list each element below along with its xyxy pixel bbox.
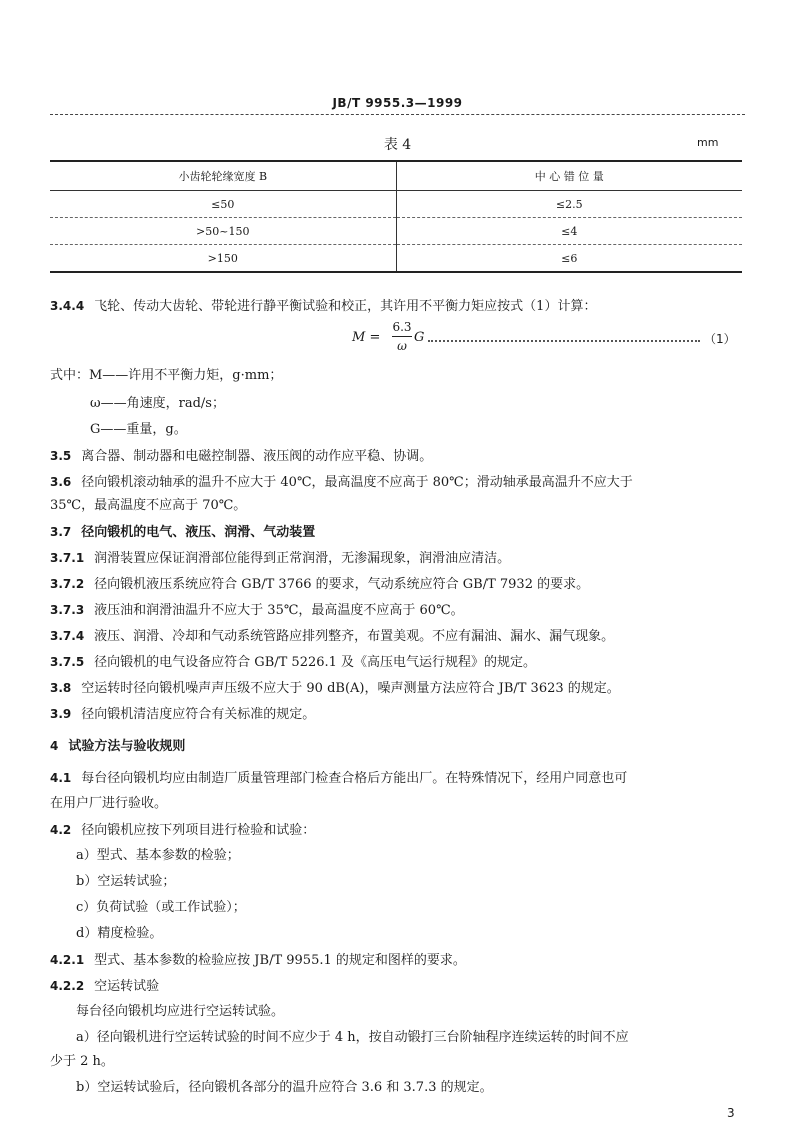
page-number: 3 xyxy=(727,1106,735,1120)
clause-number: 3.7.2 xyxy=(50,577,85,591)
clause-number: 3.4.4 xyxy=(50,299,85,313)
clause-text: 空运转试验 xyxy=(94,979,160,994)
table-cell: >150 xyxy=(50,245,396,273)
clause-text: 飞轮、传动大齿轮、带轮进行静平衡试验和校正，其许用不平衡力矩应按式（1）计算： xyxy=(94,299,597,314)
table-header-cell: 中 心 错 位 量 xyxy=(396,161,742,191)
list-item: a）型式、基本参数的检验； xyxy=(76,848,240,863)
formula-denominator: ω xyxy=(397,339,407,353)
clause-number: 4.1 xyxy=(50,771,72,785)
formula-numerator: 6.3 xyxy=(392,318,412,337)
where-omega: ω——角速度，rad/s； xyxy=(90,396,225,411)
table-cell: ≤50 xyxy=(50,191,396,218)
formula-leader-dots xyxy=(428,340,700,342)
clause-text: 径向锻机的电气设备应符合 GB/T 5226.1 及《高压电气运行规程》的规定。 xyxy=(94,655,537,670)
clause-number: 3.7.5 xyxy=(50,655,85,669)
clause-number: 3.6 xyxy=(50,475,72,489)
clause-4-2-1 xyxy=(50,950,750,971)
formula-lhs: M = xyxy=(352,330,381,345)
clause-number: 4.2 xyxy=(50,823,72,837)
clause-number: 4.2.2 xyxy=(50,979,85,993)
clause-text: 径向锻机滚动轴承的温升不应大于 40℃，最高温度不应高于 80℃；滑动轴承最高温升不应大于 xyxy=(81,475,633,490)
clause-3-6 xyxy=(50,472,750,493)
clause-number: 3.7 xyxy=(50,525,72,539)
clause-number: 4.2.1 xyxy=(50,953,85,967)
clause-3-5 xyxy=(50,446,750,467)
clause-3-8 xyxy=(50,678,750,699)
table-header-row xyxy=(50,161,742,191)
clause-4-2 xyxy=(50,820,750,841)
clause-4-1-continued: 在用户厂进行验收。 xyxy=(50,796,168,811)
section-4-heading xyxy=(50,736,750,757)
clause-text: 液压、润滑、冷却和气动系统管路应排列整齐，布置美观。不应有漏油、漏水、漏气现象。 xyxy=(94,629,615,644)
clause-text: 润滑装置应保证润滑部位能得到正常润滑，无渗漏现象，润滑油应清洁。 xyxy=(94,551,511,566)
clause-3-6-continued: 35℃，最高温度不应高于 70℃。 xyxy=(50,498,247,513)
formula-number: （1） xyxy=(704,332,736,346)
section-title: 试验方法与验收规则 xyxy=(68,739,186,754)
header-rule xyxy=(50,114,745,115)
clause-text: 径向锻机液压系统应符合 GB/T 3766 的要求，气动系统应符合 GB/T 7932 的要求。 xyxy=(94,577,590,592)
clause-number: 3.7.3 xyxy=(50,603,85,617)
list-item: b）空运转试验； xyxy=(76,874,176,889)
table-row xyxy=(50,245,742,273)
clause-3-7-1 xyxy=(50,548,750,569)
table-cell: >50~150 xyxy=(50,218,396,245)
clause-text: 液压油和润滑油温升不应大于 35℃，最高温度不应高于 60℃。 xyxy=(94,603,464,618)
clause-text: 径向锻机的电气、液压、润滑、气动装置 xyxy=(81,525,316,540)
clause-4-2-2-body: 每台径向锻机均应进行空运转试验。 xyxy=(76,1004,285,1019)
clause-text: 型式、基本参数的检验应按 JB/T 9955.1 的规定和图样的要求。 xyxy=(94,953,466,968)
clause-3-7-4 xyxy=(50,626,750,647)
formula-rhs: G xyxy=(414,330,425,345)
clause-number: 3.9 xyxy=(50,707,72,721)
table-cell: ≤6 xyxy=(396,245,742,273)
clause-3-4-4 xyxy=(50,296,750,317)
standard-header: JB/T 9955.3—1999 xyxy=(332,96,463,110)
table-row xyxy=(50,218,742,245)
table-header-cell: 小齿轮轮缘宽度 B xyxy=(50,161,396,191)
list-item: d）精度检验。 xyxy=(76,926,163,941)
clause-3-7-5 xyxy=(50,652,750,673)
clause-number: 3.7.1 xyxy=(50,551,85,565)
clause-text: 每台径向锻机均应由制造厂质量管理部门检查合格后方能出厂。在特殊情况下，经用户同意也可 xyxy=(81,771,628,786)
clause-number: 3.8 xyxy=(50,681,72,695)
clause-4-2-2 xyxy=(50,976,750,997)
list-item-continued: 少于 2 h。 xyxy=(50,1054,114,1069)
clause-4-1 xyxy=(50,768,750,789)
clause-3-7-2 xyxy=(50,574,750,595)
table-cell: ≤4 xyxy=(396,218,742,245)
list-item: c）负荷试验（或工作试验）； xyxy=(76,900,246,915)
table-title: 表 4 xyxy=(383,137,412,153)
where-g: G——重量，g。 xyxy=(90,422,187,437)
clause-text: 离合器、制动器和电磁控制器、液压阀的动作应平稳、协调。 xyxy=(81,449,433,464)
clause-3-7 xyxy=(50,522,750,543)
where-m: 式中：M——许用不平衡力矩，g·mm； xyxy=(50,368,283,383)
formula-fraction xyxy=(392,318,412,355)
clause-text: 空运转时径向锻机噪声声压级不应大于 90 dB(A)，噪声测量方法应符合 JB/T 3623 的规定。 xyxy=(81,681,620,696)
clause-number: 3.7.4 xyxy=(50,629,85,643)
clause-text: 径向锻机清洁度应符合有关标准的规定。 xyxy=(81,707,316,722)
clause-text: 径向锻机应按下列项目进行检验和试验： xyxy=(81,823,316,838)
list-item: b）空运转试验后，径向锻机各部分的温升应符合 3.6 和 3.7.3 的规定。 xyxy=(76,1080,493,1095)
table-row xyxy=(50,191,742,218)
clause-3-9 xyxy=(50,704,750,725)
section-number: 4 xyxy=(50,739,59,753)
clause-number: 3.5 xyxy=(50,449,72,463)
formula-1 xyxy=(352,318,740,362)
clause-3-7-3 xyxy=(50,600,750,621)
table-unit: mm xyxy=(697,136,719,149)
list-item: a）径向锻机进行空运转试验的时间不应少于 4 h，按自动锻打三台阶轴程序连续运转的时间不应 xyxy=(76,1030,629,1045)
spec-table xyxy=(50,160,742,273)
table-cell: ≤2.5 xyxy=(396,191,742,218)
